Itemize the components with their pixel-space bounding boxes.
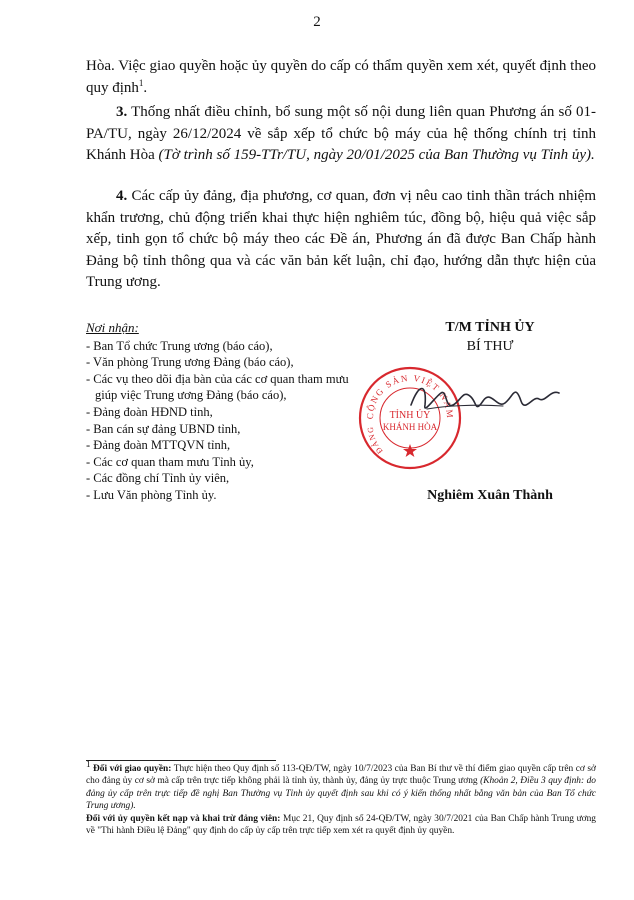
footnote-divider [86,760,276,761]
recipient-item: - Lưu Văn phòng Tỉnh ủy. [86,487,217,502]
recipients-list [86,320,386,504]
paragraph-end: . [143,79,148,96]
paragraph-italic-note: (Tờ trình số 159-TTr/TU, ngày 20/01/2025 của Ban Thường vụ Tỉnh ủy). [158,147,595,163]
recipient-item: - Các đồng chí Tỉnh ủy viên, [86,471,230,486]
seal-side-text: ĐẢNG [365,425,385,456]
recipient-item: - Đảng đoàn MTTQVN tỉnh, [86,438,231,453]
star-icon [403,444,417,457]
paragraph-continued [86,56,596,99]
footnote-text: Thực hiện theo Quy định số 113-QĐ/TW, ngày 10/7/2023 của Ban Bí thư về thí điểm giao quyền cấp trên cơ sở cho đảng ủy cơ sở mà cấp trên trực tiếp không phải là tỉnh ủy, thành ủy, đảng ủy trực thuộc Trung ương [86,764,596,787]
seal-center-line-2: KHÁNH HÒA [382,422,438,432]
seal-arc-text: CỘNG SẢN VIỆT NAM [364,372,456,420]
signing-authority: T/M TỈNH ỦY [445,320,535,335]
page-number: 2 [313,14,321,30]
recipient-item: - Văn phòng Trung ương Đảng (báo cáo), [86,355,294,370]
paragraph-text: Hòa. Việc giao quyền hoặc ủy quyền do cấp có thẩm quyền xem xét, quyết định theo quy định [86,58,596,96]
signer-title: BÍ THƯ [466,339,514,354]
footnote-mark: 1 [138,77,144,88]
item-number: 3. [116,104,128,120]
recipients-heading: Nơi nhận: [86,320,139,335]
svg-text:ĐẢNG [366,426,385,456]
seal-center-line-1: TỈNH ỦY [389,410,431,421]
recipient-item: - Đảng đoàn HĐND tỉnh, [86,404,213,419]
paragraph-text: Các cấp ủy đảng, địa phương, cơ quan, đơn vị nêu cao tinh thần trách nhiệm khẩn trương, chủ động triển khai thực hiện nghiêm túc, đồng bộ, hiệu quả việc sắp xếp, tinh gọn tổ chức bộ máy theo các Đề án, Phương án đã được Ban Chấp hành Đảng bộ tỉnh thông qua và các văn bản kết luận, chỉ đạo, hướng dẫn thực hiện của Trung ương. [86,188,596,290]
footnote-1 [86,758,596,813]
footnote-italic-note: (Khoản 2, Điều 3 quy định: do đảng ủy cấp trên trực tiếp đề nghị Ban Thường vụ Tỉnh ủy quyết định sau khi có ý kiến thống nhất bằng văn bản của Ban Tổ chức Trung ương). [86,776,596,812]
recipient-item: - Ban Tổ chức Trung ương (báo cáo), [86,338,273,353]
recipient-item: - Ban cán sự đảng UBND tỉnh, [86,421,241,436]
footnote-text: Mục 21, Quy định số 24-QĐ/TW, ngày 30/7/2021 của Ban Chấp hành Trung ương về "Thi hành Điều lệ Đảng" quy định do cấp ủy cấp trên trực tiếp xem xét ra quyết định ủy quyền. [86,813,596,837]
footnote-label: Đối với giao quyền: [93,764,172,774]
item-number: 4. [116,188,128,204]
footnotes [86,758,596,837]
signer-name: Nghiêm Xuân Thành [427,488,553,503]
paragraph-item-4 [86,186,596,294]
footnote-label: Đối với ủy quyền kết nạp và khai trừ đảng viên: [86,813,281,824]
footnote-mark: 1 [86,758,91,769]
handwritten-signature [405,375,565,425]
footnote-2 [86,813,596,838]
paragraph-item-3 [86,102,596,167]
recipient-item: - Các cơ quan tham mưu Tỉnh ủy, [86,454,254,469]
recipient-item: giúp việc Trung ương Đảng (báo cáo), [95,388,287,403]
recipient-item: - Các vụ theo dõi địa bàn của các cơ quan tham mưu [86,371,349,386]
paragraph-text: Thống nhất điều chỉnh, bổ sung một số nội dung liên quan Phương án số 01-PA/TU, ngày 26/12/2024 về sắp xếp tổ chức bộ máy của hệ thống chính trị tỉnh Khánh Hòa [86,104,596,163]
